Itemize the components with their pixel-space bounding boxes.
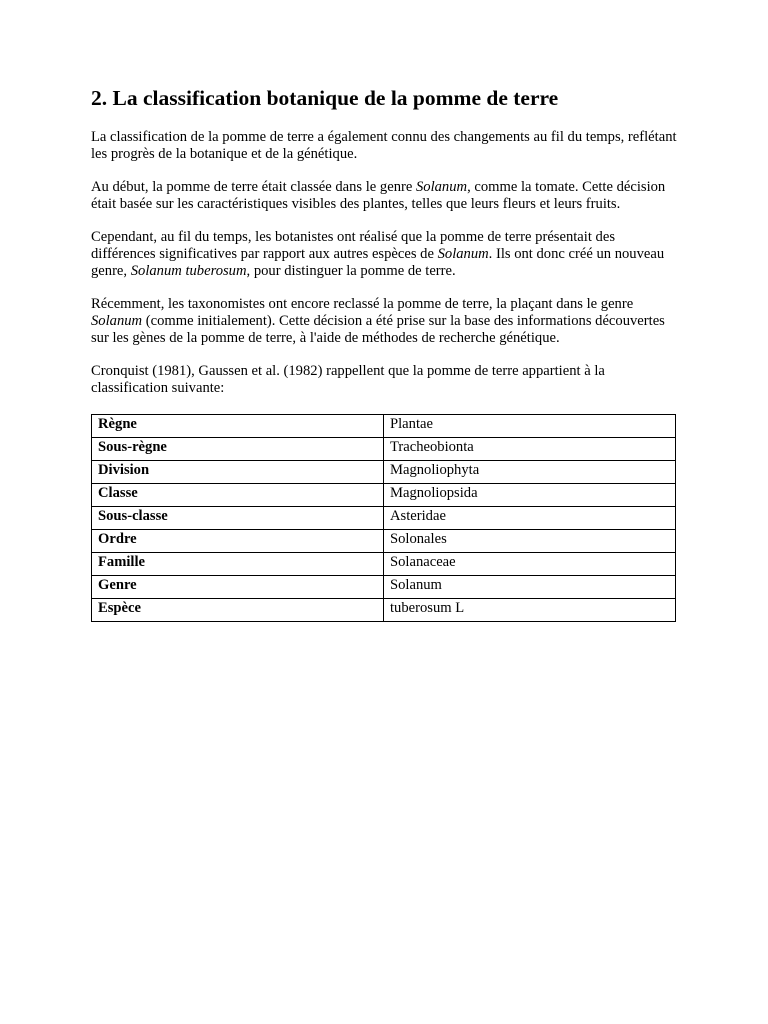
rank-cell: Règne: [92, 415, 384, 438]
genus-name: Solanum: [437, 246, 489, 262]
value-cell: Asteridae: [384, 507, 676, 530]
text-segment: , pour distinguer la pomme de terre.: [246, 263, 456, 279]
value-cell: Tracheobionta: [384, 438, 676, 461]
rank-cell: Division: [92, 461, 384, 484]
paragraph-new-genus: [91, 229, 677, 280]
rank-cell: Ordre: [92, 530, 384, 553]
text-segment: (comme initialement). Cette décision a été prise sur la base des informations découvertes sur les gènes de la pomme de terre, à l'aide de méthodes de recherche génétique.: [91, 313, 665, 346]
rank-cell: Famille: [92, 553, 384, 576]
value-cell: Solanum: [384, 576, 676, 599]
text-segment: . Ils ont donc créé un nouveau genre,: [91, 246, 665, 279]
value-cell: Magnoliopsida: [384, 484, 676, 507]
table-row: [92, 438, 676, 461]
paragraph-early-classification: [91, 179, 677, 213]
table-row: [92, 461, 676, 484]
value-cell: Magnoliophyta: [384, 461, 676, 484]
table-row: [92, 576, 676, 599]
text-segment: Cependant, au fil du temps, les botanistes ont réalisé que la pomme de terre présentait des différences significatives par rapport aux autres espèces de: [91, 229, 615, 262]
section-heading: 2. La classification botanique de la pomme de terre: [91, 86, 559, 110]
document-page: [91, 84, 677, 622]
rank-cell: Espèce: [92, 599, 384, 622]
text-segment: Au début, la pomme de terre était classée dans le genre: [91, 179, 416, 195]
table-row: [92, 599, 676, 622]
species-name: Solanum tuberosum: [130, 263, 247, 279]
rank-cell: Classe: [92, 484, 384, 507]
paragraph-citation: Cronquist (1981), Gaussen et al. (1982) rappellent que la pomme de terre appartient à la classification suivante:: [91, 363, 605, 396]
text-segment: Récemment, les taxonomistes ont encore reclassé la pomme de terre, la plaçant dans le genre: [91, 296, 634, 312]
value-cell: tuberosum L: [384, 599, 676, 622]
genus-name: Solanum: [91, 313, 143, 329]
genus-name: Solanum: [415, 179, 468, 195]
value-cell: Solonales: [384, 530, 676, 553]
value-cell: Solanaceae: [384, 553, 676, 576]
classification-table: [91, 414, 676, 622]
table-row: [92, 530, 676, 553]
table-row: [92, 507, 676, 530]
table-row: [92, 553, 676, 576]
paragraph-reclassification: [91, 296, 677, 347]
text-segment: , comme la tomate. Cette décision était basée sur les caractéristiques visibles des plantes, telles que leurs fleurs et leurs fruits.: [91, 179, 666, 212]
table-row: [92, 415, 676, 438]
rank-cell: Genre: [92, 576, 384, 599]
value-cell: Plantae: [384, 415, 676, 438]
rank-cell: Sous-classe: [92, 507, 384, 530]
paragraph-intro: La classification de la pomme de terre a également connu des changements au fil du temps, reflétant les progrès de la botanique et de la génétique.: [91, 129, 677, 162]
rank-cell: Sous-règne: [92, 438, 384, 461]
table-row: [92, 484, 676, 507]
